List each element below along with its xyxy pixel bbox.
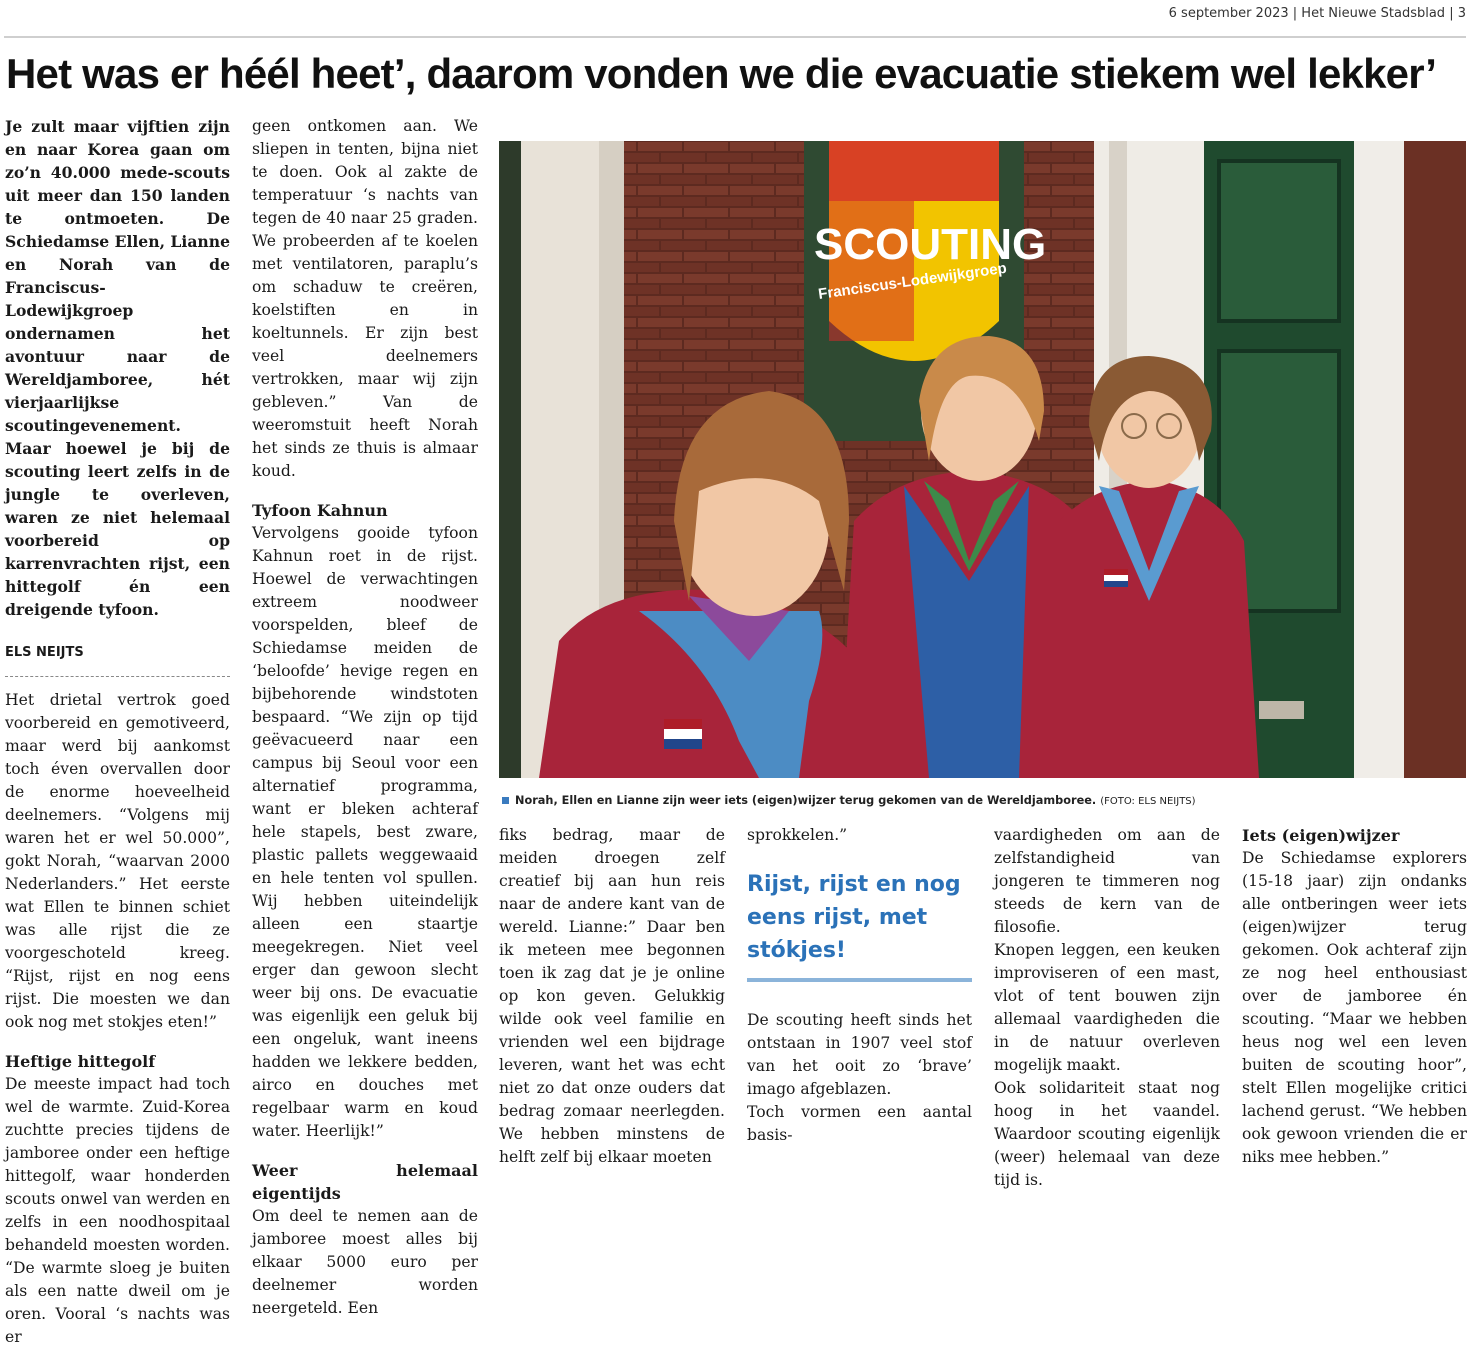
caption-marker	[502, 797, 509, 804]
sign-title: SCOUTING	[814, 220, 1047, 269]
issue-date: 6 september 2023	[1168, 6, 1289, 21]
publication-name: Het Nieuwe Stadsblad	[1301, 6, 1446, 21]
intro-paragraph: Je zult maar vijftien zijn en naar Korea gaan om zo’n 40.000 mede-scouts uit meer dan 150 landen te ontmoeten. De Schiedamse Ellen, Lianne en Norah van de Franciscus-Lodewijkgroep ondernamen het avontuur naar de Wereldjamboree, hét vierjaarlijkse scoutingevenement. Maar hoewel je bij de scouting leert zelfs in de jungle te overleven, waren ze niet helemaal voorbereid op karrenvrachten rijst, een hittegolf én een dreigende tyfoon.	[5, 117, 231, 619]
sign-subtitle: Franciscus-Lodewijkgroep	[817, 259, 1008, 303]
pull-quote: Rijst, rijst en nog eens rijst, met stókjes!	[747, 872, 961, 963]
column-1	[5, 115, 230, 1349]
scouts-photo-illustration	[499, 141, 1466, 778]
body-paragraph: Ook solidariteit staat nog hoog in het vaandel. Waardoor scouting eigenlijk (weer) helemaal van deze tijd is.	[994, 1079, 1220, 1189]
column-6	[1242, 824, 1467, 1169]
headline: Het was er héél heet’, daarom vonden we die evacuatie stiekem wel lekker’	[6, 50, 1437, 97]
column-4-lower	[747, 1009, 972, 1147]
body-paragraph: sprokkelen.”	[747, 826, 848, 844]
subheading: Iets (eigen)wijzer	[1242, 826, 1400, 845]
body-paragraph: Vervolgens gooide tyfoon Kahnun roet in de rijst. Hoewel de verwachtingen extreem noodweer voorspelden, bleef de Schiedamse meiden de ‘beloofde’ hevige regen en bijbehorende windstoten bespaard. “We zijn op tijd geëvacueerd naar een campus bij Seoul voor een alternatief programma, want er bleken achteraf hele stapels, best zware, plastic pallets weggewaaid en hele tenten vol spullen. Wij hebben uiteindelijk alleen een staartje meegekregen. Niet veel erger dan gewoon slecht weer bij ons. De evacuatie was eigenlijk een geluk bij een ongeluk, want ineens hadden we lekkere bedden, airco en douches met regelbaar warm en koud water. Heerlijk!”	[252, 524, 478, 1140]
body-paragraph: fiks bedrag, maar de meiden droegen zelf creatief bij aan hun reis naar de andere kant van de wereld. Lianne:” Daar ben ik meteen mee begonnen toen ik zag dat je je online op kon geven. Gelukkig wilde ook veel familie en vrienden wel een bijdrage leveren, want het was echt niet zo dat onze ouders dat bedrag zomaar neerlegden. We hebben minstens de helft zelf bij elkaar moeten	[499, 826, 725, 1166]
pull-quote-underline	[747, 978, 972, 982]
page-number: 3	[1457, 6, 1466, 21]
body-paragraph: De Schiedamse explorers (15-18 jaar) zijn ondanks alle ontberingen weer iets (eigen)wijzer terug gekomen. Ook achteraf zijn ze nog heel enthousiast over de jamboree én scouting. “Maar we hebben heus nog wel een leven buiten de scouting hoor”, stelt Ellen mogelijke critici lachend gerust. “We hebben ook gewoon vrienden die er niks mee hebben.”	[1242, 849, 1467, 1166]
header-rule	[4, 36, 1466, 38]
caption-text: Norah, Ellen en Lianne zijn weer iets (eigen)wijzer terug gekomen van de Wereldjamboree.	[515, 794, 1097, 807]
column-2	[252, 115, 478, 1320]
subheading: Weer helemaal eigentijds	[252, 1161, 478, 1203]
article-photo	[499, 141, 1466, 778]
body-paragraph: Het drietal vertrok goed voorbereid en gemotiveerd, maar werd bij aankomst toch éven overvallen door de enorme hoeveelheid deelnemers. “Volgens mij waren het er wel 50.000”, gokt Norah, “waarvan 2000 Nederlanders.” Het eerste wat Ellen te binnen schiet was alle rijst die ze voorgeschoteld kreeg. “Rijst, rijst en nog eens rijst. Die moesten we dan ook nog met stokjes eten!”	[5, 691, 230, 1031]
column-4	[747, 824, 972, 847]
byline: ELS NEIJTS	[5, 641, 230, 677]
body-paragraph: Om deel te nemen aan de jamboree moest alles bij elkaar 5000 euro per deelnemer worden neergeteld. Een	[252, 1207, 478, 1317]
photo-credit: (FOTO: ELS NEIJTS)	[1100, 796, 1196, 807]
photo-caption	[502, 794, 1196, 807]
body-paragraph: Knopen leggen, een keuken improviseren of een mast, vlot of tent bouwen zijn allemaal vaardigheden die in de natuur overleven mogelijk maakt.	[994, 941, 1220, 1074]
body-paragraph: geen ontkomen aan. We sliepen in tenten, bijna niet te doen. Ook al zakte de temperatuur ‘s nachts van tegen de 40 naar 25 graden. We probeerden af te koelen met ventilatoren, paraplu’s om schaduw te creëren, koelstiften en in koeltunnels. Er zijn best veel deelnemers vertrokken, maar wij zijn gebleven.” Van de weeromstuit heeft Norah het sinds ze thuis is almaar koud.	[252, 117, 478, 480]
subheading: Tyfoon Kahnun	[252, 501, 388, 520]
subheading: Heftige hittegolf	[5, 1052, 156, 1071]
body-paragraph: De meeste impact had toch wel de warmte. Zuid-Korea zuchtte precies tijdens de jamboree onder een heftige hittegolf, waar honderden scouts onwel van werden en zelfs in een noodhospitaal behandeld moesten worden. “De warmte sloeg je buiten als een natte dweil om je oren. Vooral ‘s nachts was er	[5, 1075, 230, 1346]
body-paragraph: Toch vormen een aantal basis-	[747, 1103, 972, 1144]
column-5	[994, 824, 1220, 1192]
body-paragraph: De scouting heeft sinds het ontstaan in 1907 veel stof van het ooit zo ‘brave’ imago afgeblazen.	[747, 1011, 972, 1098]
body-paragraph: vaardigheden om aan de zelfstandigheid van jongeren te timmeren nog steeds de kern van de filosofie.	[994, 826, 1220, 936]
column-3	[499, 824, 725, 1169]
page-header: 6 september 2023 | Het Nieuwe Stadsblad | 3	[1168, 6, 1466, 21]
